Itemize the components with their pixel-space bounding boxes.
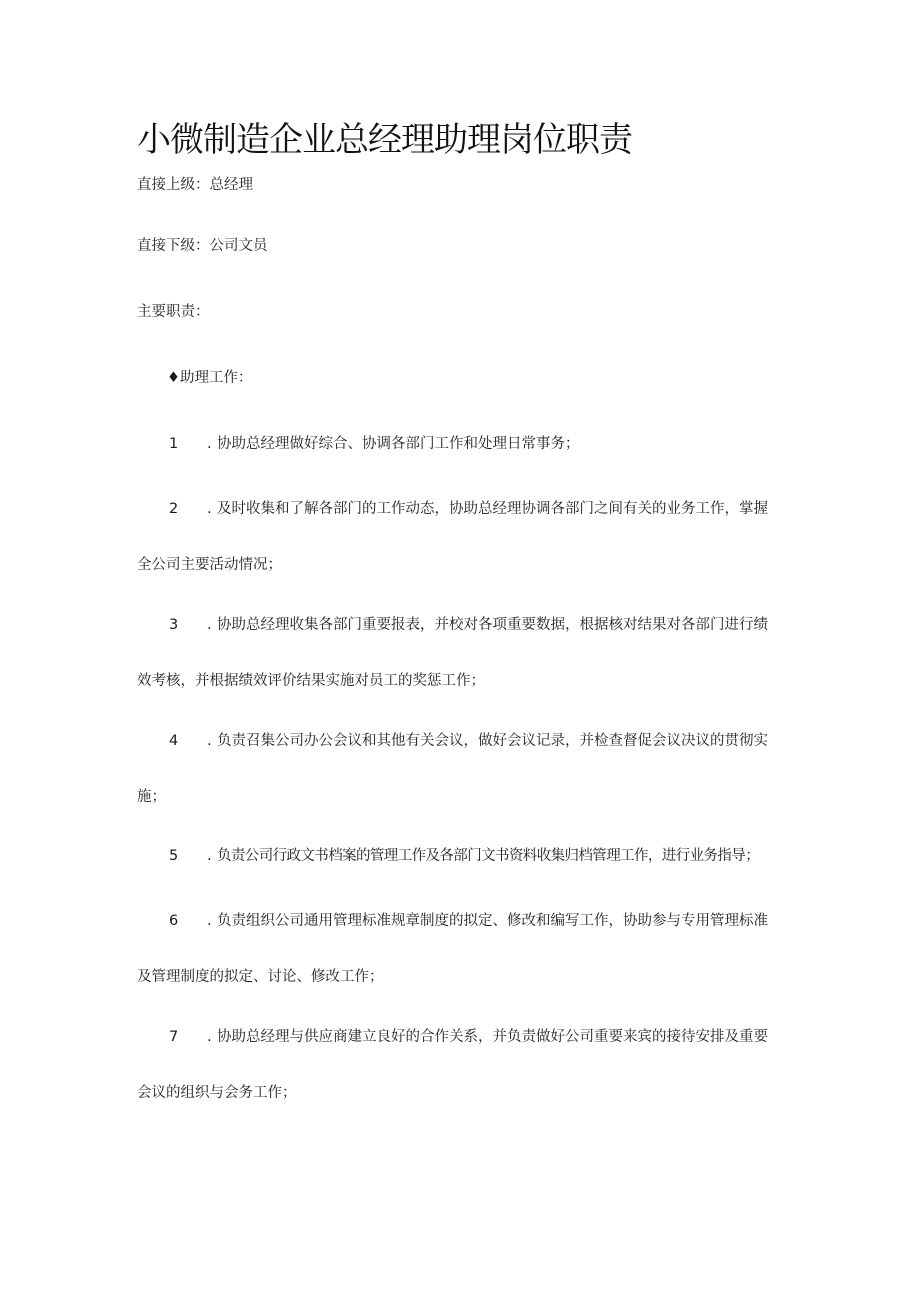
duty-item-4: [137, 731, 785, 807]
duty-item-number: 4: [169, 733, 179, 749]
direct-subordinate-value: 公司文员: [209, 238, 268, 254]
duty-item-3: [137, 615, 785, 691]
duty-item-number: 5: [169, 848, 179, 864]
duty-item-2: [137, 499, 785, 575]
duty-item-line: 7 . 协助总经理与供应商建立良好的合作关系，并负责做好公司重要来宾的接待安排及重要: [137, 1027, 785, 1047]
direct-superior-line: [137, 175, 253, 195]
duty-item-text: 负责召集公司办公会议和其他有关会议，做好会议记录，并检查督促会议决议的贯彻实: [217, 733, 768, 749]
direct-superior-value: 总经理: [209, 177, 253, 193]
duty-item-line-continued: 效考核，并根据绩效评价结果实施对员工的奖惩工作；: [137, 673, 485, 689]
main-duties-heading: 主要职责：: [137, 304, 210, 320]
duty-item-number: 1: [169, 436, 179, 452]
section-heading-assistant-work: ♦助理工作：: [167, 370, 253, 386]
duty-item-line-continued: 施；: [137, 789, 166, 805]
duty-item-text: 协助总经理做好综合、协调各部门工作和处理日常事务；: [217, 436, 580, 452]
page-title: 小微制造企业总经理助理岗位职责: [137, 120, 632, 160]
duty-item-line: 4 . 负责召集公司办公会议和其他有关会议，做好会议记录，并检查督促会议决议的贯彻实: [137, 731, 785, 751]
duty-item-number: 3: [169, 617, 179, 633]
duty-item-line-continued: 及管理制度的拟定、讨论、修改工作；: [137, 969, 384, 985]
duty-item-number: 6: [169, 913, 179, 929]
duty-item-text: 负责公司行政文书档案的管理工作及各部门文书资料收集归档管理工作，进行业务指导；: [217, 848, 760, 864]
duty-item-line-continued: 全公司主要活动情况；: [137, 557, 282, 573]
duty-item-line: 3 . 协助总经理收集各部门重要报表，并校对各项重要数据，根据核对结果对各部门进行绩: [137, 615, 785, 635]
duty-item-5: [137, 846, 785, 866]
direct-superior-label: 直接上级：: [137, 177, 210, 193]
direct-subordinate-label: 直接下级：: [137, 238, 210, 254]
duty-item-line: 1 . 协助总经理做好综合、协调各部门工作和处理日常事务；: [137, 434, 785, 454]
duty-item-line: 2 . 及时收集和了解各部门的工作动态，协助总经理协调各部门之间有关的业务工作，掌握: [137, 499, 785, 519]
duty-item-text: 负责组织公司通用管理标准规章制度的拟定、修改和编写工作，协助参与专用管理标准: [217, 913, 768, 929]
duty-item-number: 2: [169, 501, 179, 517]
duty-item-text: 协助总经理与供应商建立良好的合作关系，并负责做好公司重要来宾的接待安排及重要: [217, 1029, 768, 1045]
duty-item-line: 6 . 负责组织公司通用管理标准规章制度的拟定、修改和编写工作，协助参与专用管理标准: [137, 911, 785, 931]
duty-item-text: 协助总经理收集各部门重要报表，并校对各项重要数据，根据核对结果对各部门进行绩: [217, 617, 768, 633]
duty-item-6: [137, 911, 785, 987]
duty-item-7: [137, 1027, 785, 1103]
duty-item-line: 5 . 负责公司行政文书档案的管理工作及各部门文书资料收集归档管理工作，进行业务指导；: [137, 846, 785, 866]
duty-item-number: 7: [169, 1029, 179, 1045]
duty-item-1: [137, 434, 785, 454]
direct-subordinate-line: [137, 236, 268, 256]
duty-item-line-continued: 会议的组织与会务工作；: [137, 1085, 297, 1101]
duty-item-text: 及时收集和了解各部门的工作动态，协助总经理协调各部门之间有关的业务工作，掌握: [217, 501, 768, 517]
